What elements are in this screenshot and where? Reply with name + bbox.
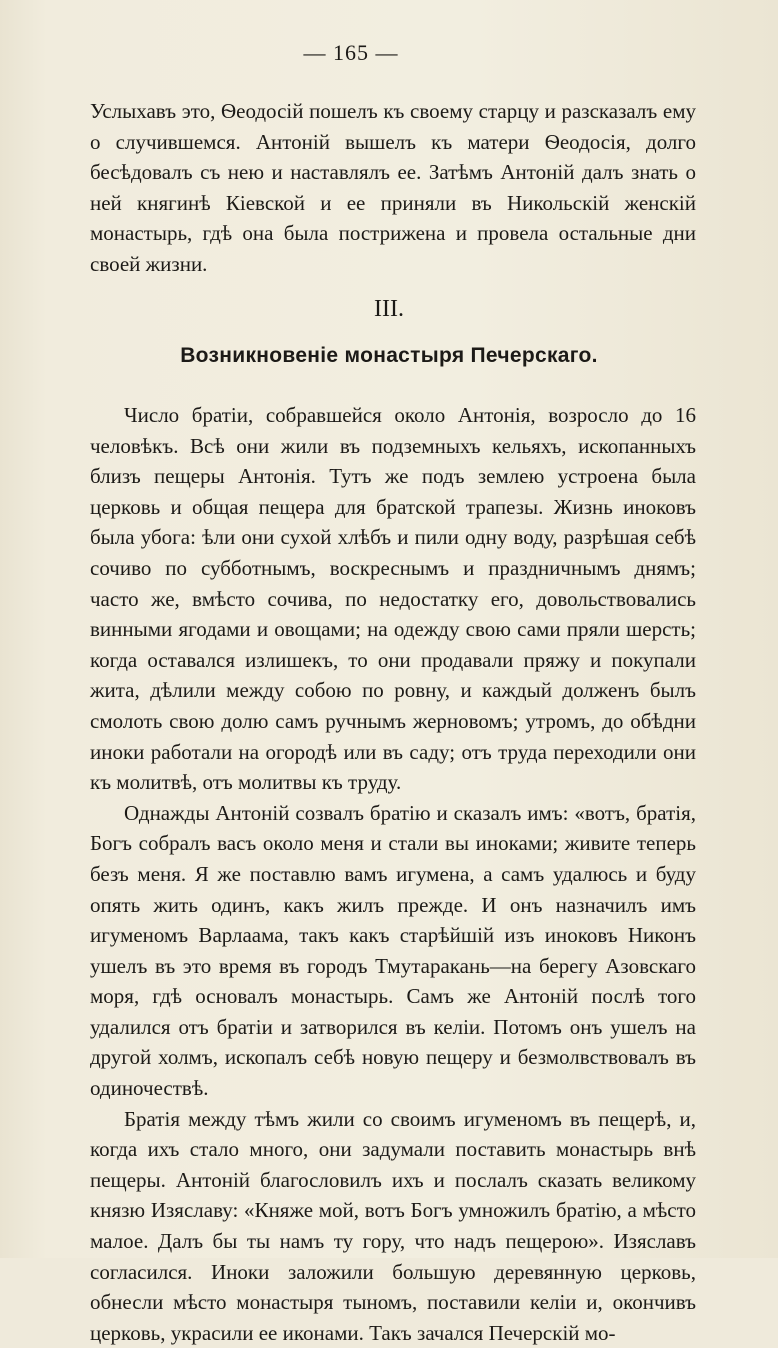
- section-number: III.: [374, 296, 404, 322]
- page-number: — 165 —: [303, 40, 399, 65]
- intro-paragraph: Услыхавъ это, Ѳеодосій пошелъ къ своему старцу и разсказалъ ему о случившемся. Антоній вышелъ къ матери Ѳеодосія, долго бесѣдовалъ съ нею и наставлялъ ее. Затѣмъ Антоній далъ знать о ней княгинѣ Кіевской и ее приняли въ Никольскій женскій монастырь, гдѣ она была пострижена и провела остальные дни своей жизни.: [90, 99, 696, 276]
- intro-text-block: [90, 96, 696, 280]
- paragraph-3: Братія между тѣмъ жили со своимъ игуменомъ въ пещерѣ, и, когда ихъ стало много, они задумали поставить монастырь внѣ пещеры. Антоній благословилъ ихъ и послалъ сказать великому князю Изяславу: «Княже мой, вотъ Богъ умножилъ братію, а мѣсто малое. Далъ бы ты намъ ту гору, что надъ пещерою». Изяславъ согласился. Иноки заложили большую деревянную церковь, обнесли мѣсто монастыря тыномъ, поставили келіи и, окончивъ церковь, украсили ее иконами. Такъ зачался Печерскій мо-: [90, 1106, 696, 1345]
- paragraph-1: Число братіи, собравшейся около Антонія, возросло до 16 человѣкъ. Всѣ они жили въ подземныхъ кельяхъ, ископанныхъ близъ пещеры Антонія. Тутъ же подъ землею устроена была церковь и общая пещера для братской трапезы. Жизнь иноковъ была убога: ѣли они сухой хлѣбъ и пили одну воду, разрѣшая себѣ сочиво по субботнымъ, воскреснымъ и праздничнымъ днямъ; часто же, вмѣсто сочива, по недостатку его, довольствовались винными ягодами и овощами; на одежду свою сами пряли шерсть; когда оставался излишекъ, то они продавали пряжу и покупали жита, дѣлили между собою по ровну, и каждый долженъ былъ смолоть свою долю самъ ручнымъ жерновомъ; утромъ, до обѣдни иноки работали на огородѣ или въ саду; отъ труда переходили они къ молитвѣ, отъ молитвы къ труду.: [90, 403, 696, 795]
- section-title: Возникновеніе монастыря Печерскаго.: [180, 344, 598, 367]
- main-text-block: [90, 400, 696, 1348]
- paragraph-2: Однажды Антоній созвалъ братію и сказалъ имъ: «вотъ, братія, Богъ собралъ васъ около меня и стали вы иноками; живите теперь безъ меня. Я же поставлю вамъ игумена, а самъ удалюсь и буду опять жить одинъ, какъ жилъ прежде. И онъ назначилъ имъ игуменомъ Варлаама, такъ какъ старѣйшій изъ иноковъ Никонъ ушелъ въ это время въ городъ Тмутаракань—на берегу Азовскаго моря, гдѣ основалъ монастырь. Самъ же Антоній послѣ того удалился отъ братіи и затворился въ келіи. Потомъ онъ ушелъ на другой холмъ, ископалъ себѣ новую пещеру и безмолвствовалъ въ одиночествѣ.: [90, 800, 696, 1101]
